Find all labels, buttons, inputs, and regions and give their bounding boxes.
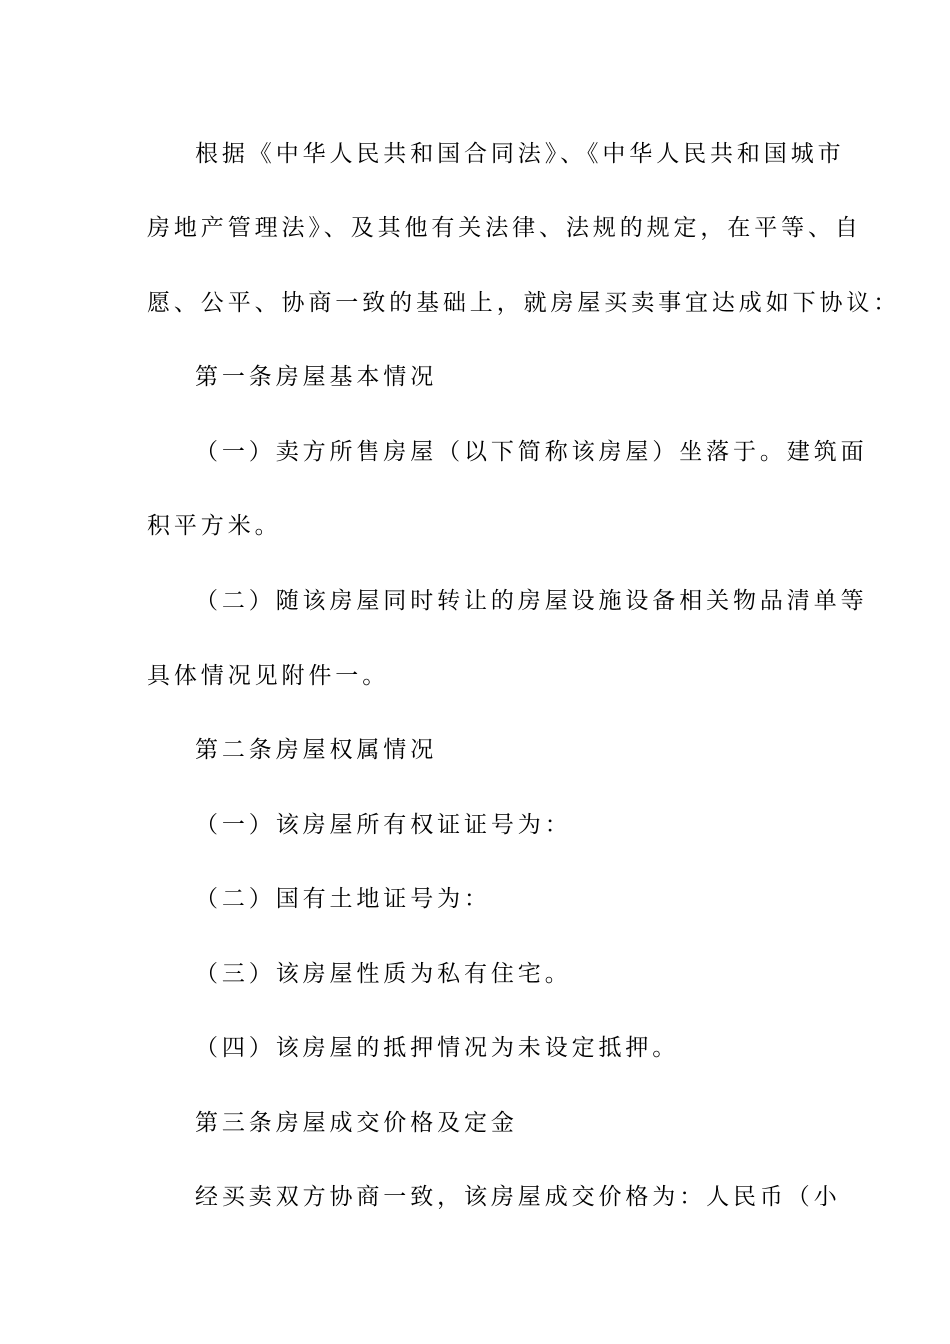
- section-heading: 第一条房屋基本情况: [195, 364, 438, 390]
- section-heading: 第二条房屋权属情况: [195, 737, 438, 763]
- paragraph-line: 愿、公平、协商一致的基础上，就房屋买卖事宜达成如下协议：: [147, 290, 901, 316]
- section-heading: 第三条房屋成交价格及定金: [195, 1110, 518, 1136]
- paragraph-line: 房地产管理法》、及其他有关法律、法规的规定，在平等、自: [147, 215, 862, 241]
- paragraph-line: （二）国有土地证号为：: [195, 886, 491, 912]
- paragraph-line: 积平方米。: [147, 513, 282, 539]
- paragraph-line: （四）该房屋的抵押情况为未设定抵押。: [195, 1035, 680, 1061]
- paragraph-line: （一）卖方所售房屋（以下简称该房屋）坐落于。建筑面: [195, 439, 868, 465]
- paragraph-line: 根据《中华人民共和国合同法》、《中华人民共和国城市: [195, 141, 845, 167]
- paragraph-line: （二）随该房屋同时转让的房屋设施设备相关物品清单等: [195, 588, 868, 614]
- paragraph-line: 具体情况见附件一。: [147, 663, 390, 689]
- paragraph-line: （三）该房屋性质为私有住宅。: [195, 961, 572, 987]
- paragraph-line: 经买卖双方协商一致，该房屋成交价格为：人民币（小: [195, 1184, 841, 1210]
- paragraph-line: （一）该房屋所有权证证号为：: [195, 812, 572, 838]
